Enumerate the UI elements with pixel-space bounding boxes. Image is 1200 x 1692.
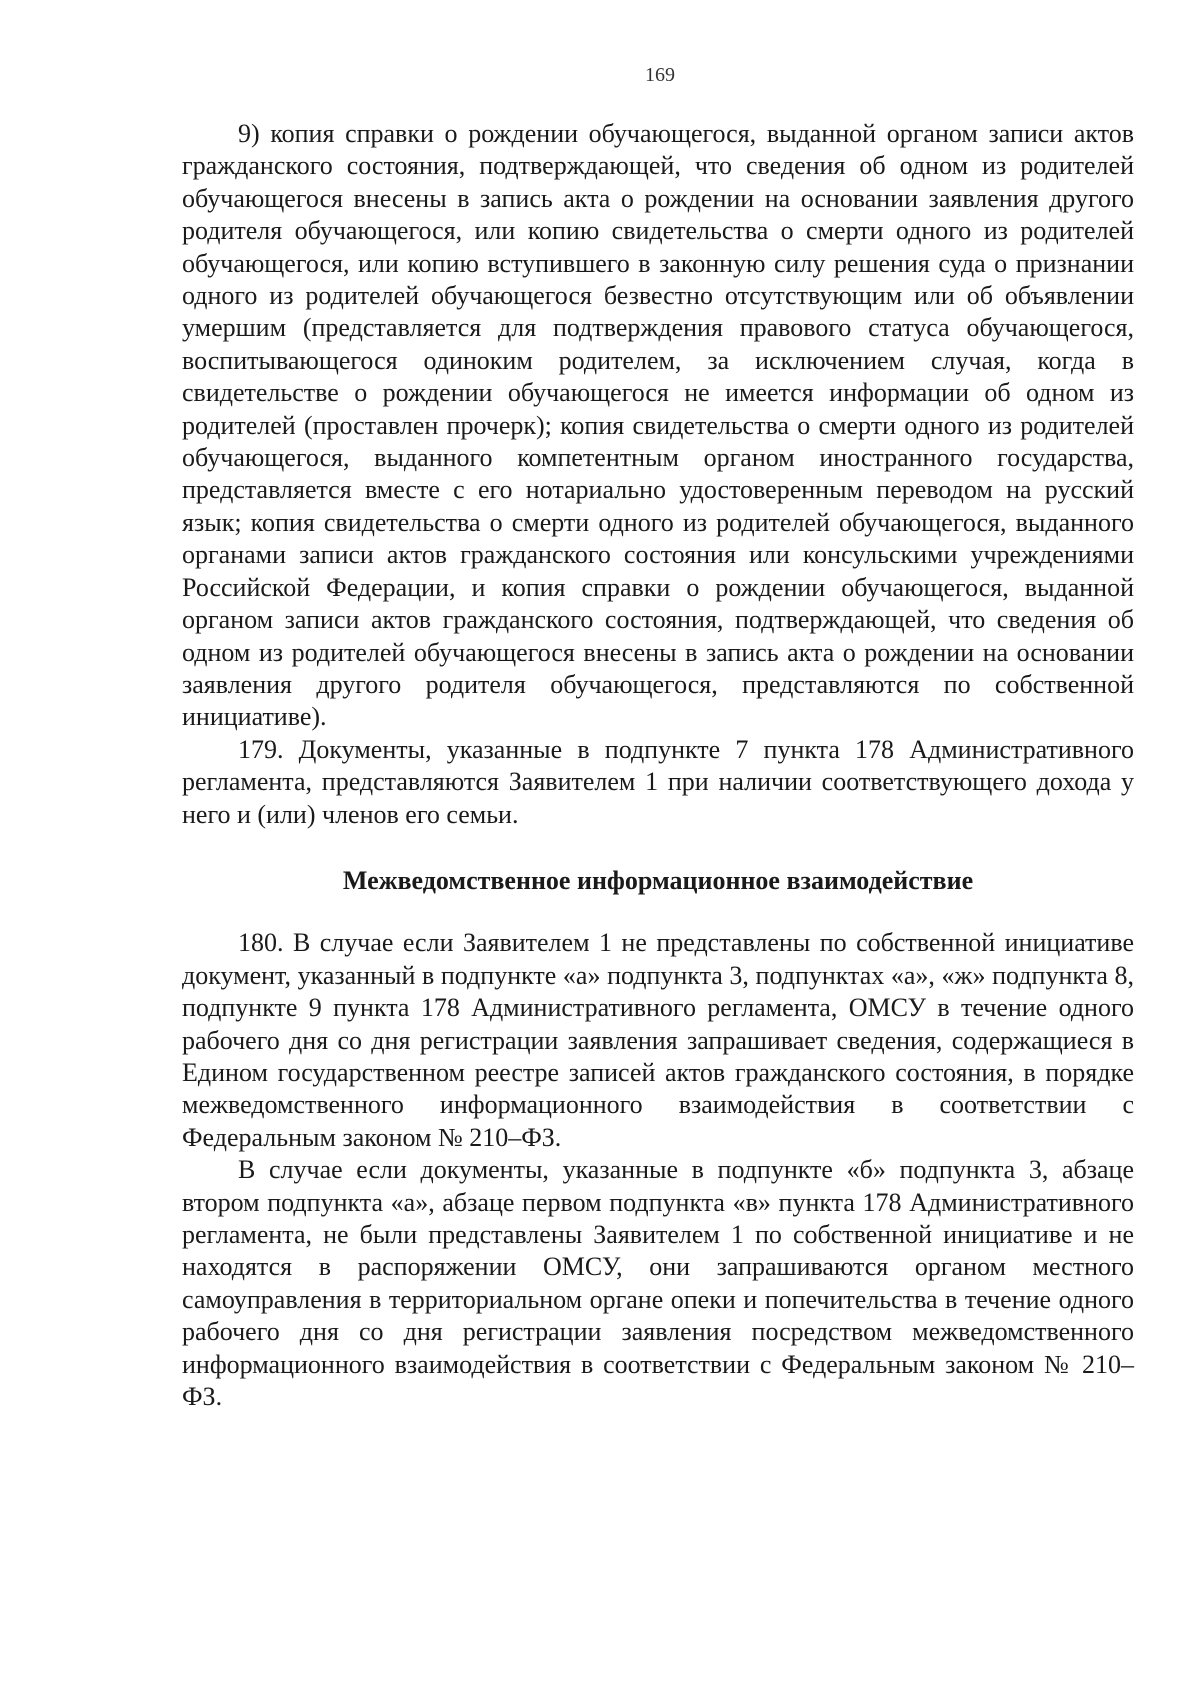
paragraph-180: 180. В случае если Заявителем 1 не представлены по собственной инициативе документ, указанный в подпункте «а» подпункта 3, подпунктах «а», «ж» подпункта 8, подпункте 9 пункта 178 Административного регламента, ОМСУ в течение одного рабочего дня со дня регистрации заявления запрашивает сведения, содержащиеся в Едином государственном реестре записей актов гражданского состояния, в порядке межведомственного информационного взаимодействия в соответствии с Федеральным законом № 210–ФЗ.: [182, 928, 1134, 1152]
paragraph-180-continuation: В случае если документы, указанные в подпункте «б» подпункта 3, абзаце втором подпункта «а», абзаце первом подпункта «в» пункта 178 Административного регламента, не были представлены Заявителем 1 по собственной инициативе и не находятся в распоряжении ОМСУ, они запрашиваются органом местного самоуправления в территориальном органе опеки и попечительства в течение одного рабочего дня со дня регистрации заявления посредством межведомственного информационного взаимодействия в соответствии с Федеральным законом № 210–ФЗ.: [182, 1155, 1134, 1412]
paragraph-179: 179. Документы, указанные в подпункте 7 пункта 178 Административного регламента, представляются Заявителем 1 при наличии соответствующего дохода у него и (или) членов его семьи.: [182, 734, 1134, 829]
paragraph-9: 9) копия справки о рождении обучающегося, выданной органом записи актов гражданского состояния, подтверждающей, что сведения об одном из родителей обучающегося внесены в запись акта о рождении на основании заявления другого родителя обучающегося, или копию свидетельства о смерти одного из родителей обучающегося, или копию вступившего в законную силу решения суда о признании одного из родителей обучающегося безвестно отсутствующим или об объявлении умершим (представляется для подтверждения правового статуса обучающегося, воспитывающегося одиноким родителем, за исключением случая, когда в свидетельстве о рождении обучающегося не имеется информации об одном из родителей (проставлен прочерк); копия свидетельства о смерти одного из родителей обучающегося, выданного компетентным органом иностранного государства, представляется вместе с его нотариально удостоверенным переводом на русский язык; копия свидетельства о смерти одного из родителей обучающегося, выданного органами записи актов гражданского состояния или консульскими учреждениями Российской Федерации, и копия справки о рождении обучающегося, выданной органом записи актов гражданского состояния, подтверждающей, что сведения об одном из родителей обучающегося внесены в запись акта о рождении на основании заявления другого родителя обучающегося, представляются по собственной инициативе).: [182, 119, 1134, 732]
page-number: 169: [645, 64, 675, 86]
section-heading: Межведомственное информационное взаимодействие: [342, 865, 974, 895]
document-body: [182, 118, 1134, 1413]
